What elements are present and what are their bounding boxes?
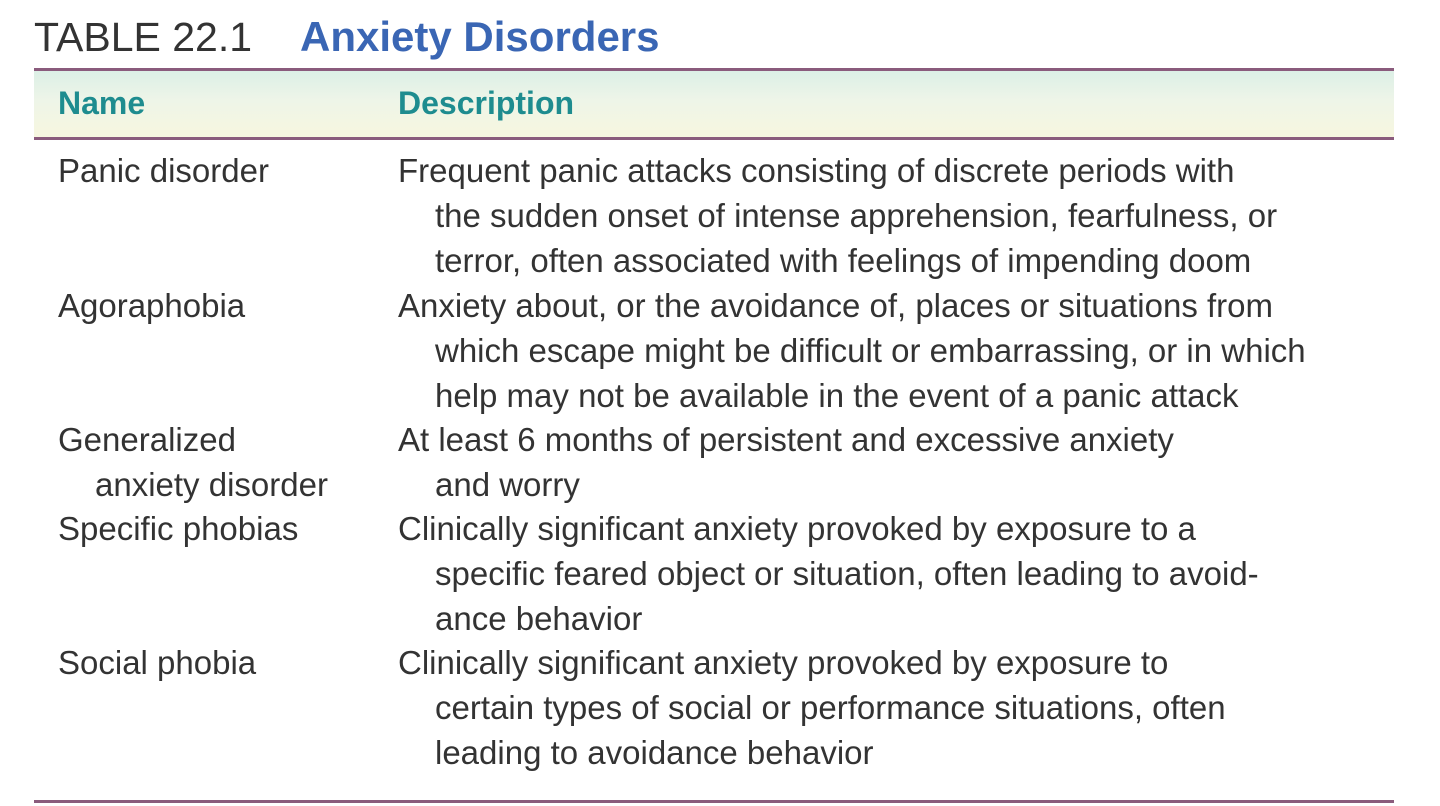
row-name <box>58 148 388 193</box>
row-description-line: help may not be available in the event of a panic attack <box>435 377 1239 414</box>
row-description-line: ance behavior <box>435 600 643 637</box>
row-description-line: leading to avoidance behavior <box>435 734 874 771</box>
header-rule <box>34 137 1394 140</box>
row-description-line: Clinically significant anxiety provoked by exposure to <box>398 644 1169 681</box>
row-name-line: anxiety disorder <box>95 466 328 503</box>
row-name <box>58 640 388 685</box>
row-name-line: Social phobia <box>58 644 257 681</box>
row-description-line: and worry <box>435 466 580 503</box>
row-name-line: Generalized <box>58 421 236 458</box>
row-description-line: specific feared object or situation, often leading to avoid- <box>435 555 1259 592</box>
row-description-line: Clinically significant anxiety provoked by exposure to a <box>398 510 1196 547</box>
column-header-description: Description <box>398 85 575 121</box>
row-name <box>58 283 388 328</box>
row-description-line: which escape might be difficult or embarrassing, or in which <box>435 332 1306 369</box>
column-header-name: Name <box>58 85 146 121</box>
row-description-line: Anxiety about, or the avoidance of, places or situations from <box>398 287 1273 324</box>
row-description <box>398 283 1388 418</box>
header-band <box>34 71 1394 137</box>
row-description <box>398 148 1388 283</box>
row-name <box>58 506 388 551</box>
row-description-line: At least 6 months of persistent and excessive anxiety <box>398 421 1174 458</box>
row-description <box>398 506 1388 641</box>
row-description-line: terror, often associated with feelings of impending doom <box>435 242 1252 279</box>
table-title: Anxiety Disorders <box>300 13 660 60</box>
row-name-line: Specific phobias <box>58 510 299 547</box>
row-name <box>58 417 388 507</box>
bottom-rule <box>34 800 1394 803</box>
row-description-line: the sudden onset of intense apprehension, fearfulness, or <box>435 197 1278 234</box>
row-name-line: Agoraphobia <box>58 287 246 324</box>
row-name-line: Panic disorder <box>58 152 269 189</box>
table-number: TABLE 22.1 <box>34 13 253 60</box>
row-description <box>398 640 1388 775</box>
row-description-line: certain types of social or performance situations, often <box>435 689 1226 726</box>
row-description <box>398 417 1388 507</box>
row-description-line: Frequent panic attacks consisting of discrete periods with <box>398 152 1235 189</box>
table-caption <box>34 8 660 66</box>
